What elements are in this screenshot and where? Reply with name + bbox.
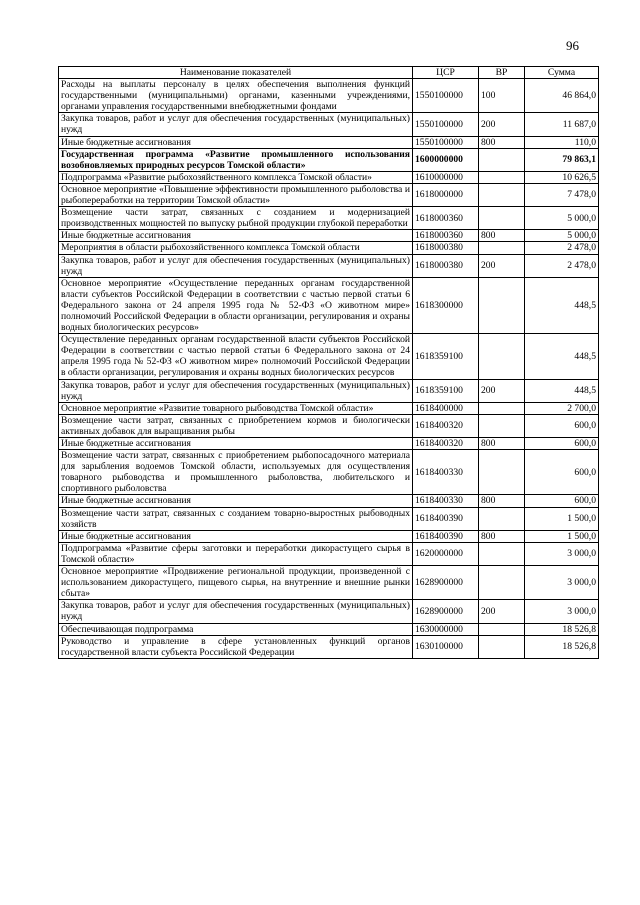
table-row <box>59 183 599 206</box>
row-csr-cell: 1618400000 <box>413 402 479 414</box>
row-name-cell: Подпрограмма «Развитие рыбохозяйственного комплекса Томской области» <box>59 171 413 183</box>
row-csr-cell: 1618400320 <box>413 438 479 450</box>
row-vr-cell <box>479 277 525 333</box>
row-vr-cell <box>479 171 525 183</box>
row-name-cell: Иные бюджетные ассигнования <box>59 530 413 542</box>
row-sum-cell: 79 863,1 <box>525 148 599 171</box>
row-csr-cell: 1618000380 <box>413 242 479 254</box>
row-name-cell: Основное мероприятие «Развитие товарного рыбоводства Томской области» <box>59 402 413 414</box>
row-name-cell: Возмещение части затрат, связанных с созданием товарно-выростных рыбоводных хозяйств <box>59 507 413 530</box>
row-vr-cell <box>479 450 525 495</box>
table-row <box>59 438 599 450</box>
row-sum-cell: 11 687,0 <box>525 113 599 136</box>
row-vr-cell: 800 <box>479 495 525 507</box>
table-row <box>59 414 599 437</box>
row-csr-cell: 1628900000 <box>413 566 479 600</box>
row-vr-cell: 200 <box>479 113 525 136</box>
row-name-cell: Иные бюджетные ассигнования <box>59 230 413 242</box>
row-sum-cell: 10 626,5 <box>525 171 599 183</box>
row-vr-cell: 200 <box>479 379 525 402</box>
row-csr-cell: 1618000380 <box>413 254 479 277</box>
row-sum-cell: 3 000,0 <box>525 566 599 600</box>
row-name-cell: Возмещение части затрат, связанных с приобретением рыбопосадочного материала для зарыбления водоемов Томской области, используемых для осуществления товарного рыбоводства и промышленного рыболовства, любительского и спортивного рыболовства <box>59 450 413 495</box>
row-sum-cell: 448,5 <box>525 379 599 402</box>
row-csr-cell: 1618300000 <box>413 277 479 333</box>
row-sum-cell: 600,0 <box>525 438 599 450</box>
row-csr-cell: 1600000000 <box>413 148 479 171</box>
row-name-cell: Подпрограмма «Развитие сферы заготовки и переработки дикорастущего сырья в Томской области» <box>59 542 413 565</box>
row-name-cell: Основное мероприятие «Продвижение региональной продукции, произведенной с использованием дикорастущего, пищевого сырья, на внутренние и внешние рынки сбыта» <box>59 566 413 600</box>
row-vr-cell <box>479 635 525 658</box>
budget-table <box>58 66 599 659</box>
row-vr-cell <box>479 402 525 414</box>
row-csr-cell: 1610000000 <box>413 171 479 183</box>
table-row <box>59 113 599 136</box>
table-row <box>59 566 599 600</box>
row-name-cell: Расходы на выплаты персоналу в целях обеспечения выполнения функций государственными (муниципальными) органами, казенными учреждениями, органами управления государственными внебюджетными фондами <box>59 79 413 113</box>
table-row <box>59 623 599 635</box>
row-csr-cell: 1618400330 <box>413 495 479 507</box>
row-vr-cell: 800 <box>479 136 525 148</box>
row-sum-cell: 7 478,0 <box>525 183 599 206</box>
row-csr-cell: 1618000000 <box>413 183 479 206</box>
row-name-cell: Государственная программа «Развитие промышленного использования возобновляемых природных ресурсов Томской области» <box>59 148 413 171</box>
row-vr-cell <box>479 207 525 230</box>
row-name-cell: Руководство и управление в сфере установленных функций органов государственной власти субъекта Российской Федерации <box>59 635 413 658</box>
row-csr-cell: 1620000000 <box>413 542 479 565</box>
row-csr-cell: 1630100000 <box>413 635 479 658</box>
table-row <box>59 136 599 148</box>
table-row <box>59 542 599 565</box>
table-body <box>59 79 599 659</box>
row-csr-cell: 1618000360 <box>413 230 479 242</box>
row-name-cell: Иные бюджетные ассигнования <box>59 495 413 507</box>
row-vr-cell <box>479 183 525 206</box>
table-row <box>59 379 599 402</box>
table-row <box>59 207 599 230</box>
row-csr-cell: 1628900000 <box>413 600 479 623</box>
table-row <box>59 635 599 658</box>
row-vr-cell <box>479 148 525 171</box>
row-sum-cell: 18 526,8 <box>525 635 599 658</box>
row-name-cell: Закупка товаров, работ и услуг для обеспечения государственных (муниципальных) нужд <box>59 113 413 136</box>
row-sum-cell: 600,0 <box>525 495 599 507</box>
row-vr-cell: 100 <box>479 79 525 113</box>
table-row <box>59 79 599 113</box>
row-sum-cell: 46 864,0 <box>525 79 599 113</box>
table-row <box>59 495 599 507</box>
table-row <box>59 277 599 333</box>
table-header-row <box>59 67 599 79</box>
row-vr-cell <box>479 334 525 379</box>
row-vr-cell <box>479 623 525 635</box>
row-name-cell: Возмещение части затрат, связанных с созданием и модернизацией производственных мощностей по выпуску рыбной продукции глубокой переработки <box>59 207 413 230</box>
row-name-cell: Основное мероприятие «Осуществление переданных органам государственной власти субъектов Российской Федерации в соответствии с частью первой статьи 6 Федерального закона от 24 апреля 1995 года № 52-ФЗ «О животном мире» полномочий Российской Федерации в области организации, регулирования и охраны водных биологических ресурсов» <box>59 277 413 333</box>
row-csr-cell: 1550100000 <box>413 113 479 136</box>
row-sum-cell: 18 526,8 <box>525 623 599 635</box>
row-vr-cell <box>479 242 525 254</box>
row-name-cell: Осуществление переданных органам государственной власти субъектов Российской Федерации в соответствии с частью первой статьи 6 Федерального закона от 24 апреля 1995 года № 52-ФЗ «О животном мире» полномочий Российской Федерации в области организации, регулирования и охраны водных биологических ресурсов <box>59 334 413 379</box>
row-vr-cell <box>479 566 525 600</box>
row-vr-cell <box>479 542 525 565</box>
row-csr-cell: 1618359100 <box>413 379 479 402</box>
row-name-cell: Закупка товаров, работ и услуг для обеспечения государственных (муниципальных) нужд <box>59 379 413 402</box>
row-sum-cell: 3 000,0 <box>525 600 599 623</box>
row-name-cell: Закупка товаров, работ и услуг для обеспечения государственных (муниципальных) нужд <box>59 600 413 623</box>
row-vr-cell: 800 <box>479 530 525 542</box>
row-sum-cell: 110,0 <box>525 136 599 148</box>
table-row <box>59 171 599 183</box>
row-sum-cell: 5 000,0 <box>525 230 599 242</box>
header-sum: Сумма <box>525 67 599 79</box>
table-row <box>59 334 599 379</box>
row-vr-cell: 800 <box>479 230 525 242</box>
row-sum-cell: 5 000,0 <box>525 207 599 230</box>
row-name-cell: Возмещение части затрат, связанных с приобретением кормов и биологически активных добавок для выращивания рыбы <box>59 414 413 437</box>
row-name-cell: Иные бюджетные ассигнования <box>59 438 413 450</box>
row-csr-cell: 1618400390 <box>413 507 479 530</box>
table-row <box>59 148 599 171</box>
row-csr-cell: 1618359100 <box>413 334 479 379</box>
row-name-cell: Обеспечивающая подпрограмма <box>59 623 413 635</box>
row-sum-cell: 2 478,0 <box>525 254 599 277</box>
table-row <box>59 507 599 530</box>
row-vr-cell: 200 <box>479 600 525 623</box>
row-name-cell: Закупка товаров, работ и услуг для обеспечения государственных (муниципальных) нужд <box>59 254 413 277</box>
row-sum-cell: 3 000,0 <box>525 542 599 565</box>
row-name-cell: Мероприятия в области рыбохозяйственного комплекса Томской области <box>59 242 413 254</box>
row-csr-cell: 1618400330 <box>413 450 479 495</box>
row-vr-cell <box>479 414 525 437</box>
header-csr: ЦСР <box>413 67 479 79</box>
row-sum-cell: 2 700,0 <box>525 402 599 414</box>
row-csr-cell: 1618000360 <box>413 207 479 230</box>
row-csr-cell: 1550100000 <box>413 136 479 148</box>
row-sum-cell: 600,0 <box>525 450 599 495</box>
table-row <box>59 600 599 623</box>
row-vr-cell <box>479 507 525 530</box>
row-sum-cell: 1 500,0 <box>525 507 599 530</box>
row-vr-cell: 800 <box>479 438 525 450</box>
row-sum-cell: 600,0 <box>525 414 599 437</box>
row-vr-cell: 200 <box>479 254 525 277</box>
table-row <box>59 254 599 277</box>
row-sum-cell: 448,5 <box>525 277 599 333</box>
row-name-cell: Основное мероприятие «Повышение эффективности промышленного рыболовства и рыбопереработки на территории Томской области» <box>59 183 413 206</box>
row-csr-cell: 1618400390 <box>413 530 479 542</box>
table-row <box>59 402 599 414</box>
row-name-cell: Иные бюджетные ассигнования <box>59 136 413 148</box>
row-csr-cell: 1630000000 <box>413 623 479 635</box>
header-vr: ВР <box>479 67 525 79</box>
header-name: Наименование показателей <box>59 67 413 79</box>
row-sum-cell: 1 500,0 <box>525 530 599 542</box>
row-sum-cell: 448,5 <box>525 334 599 379</box>
table-row <box>59 530 599 542</box>
page-number: 96 <box>566 38 579 53</box>
row-sum-cell: 2 478,0 <box>525 242 599 254</box>
table-row <box>59 450 599 495</box>
table-row <box>59 242 599 254</box>
table-row <box>59 230 599 242</box>
row-csr-cell: 1550100000 <box>413 79 479 113</box>
row-csr-cell: 1618400320 <box>413 414 479 437</box>
